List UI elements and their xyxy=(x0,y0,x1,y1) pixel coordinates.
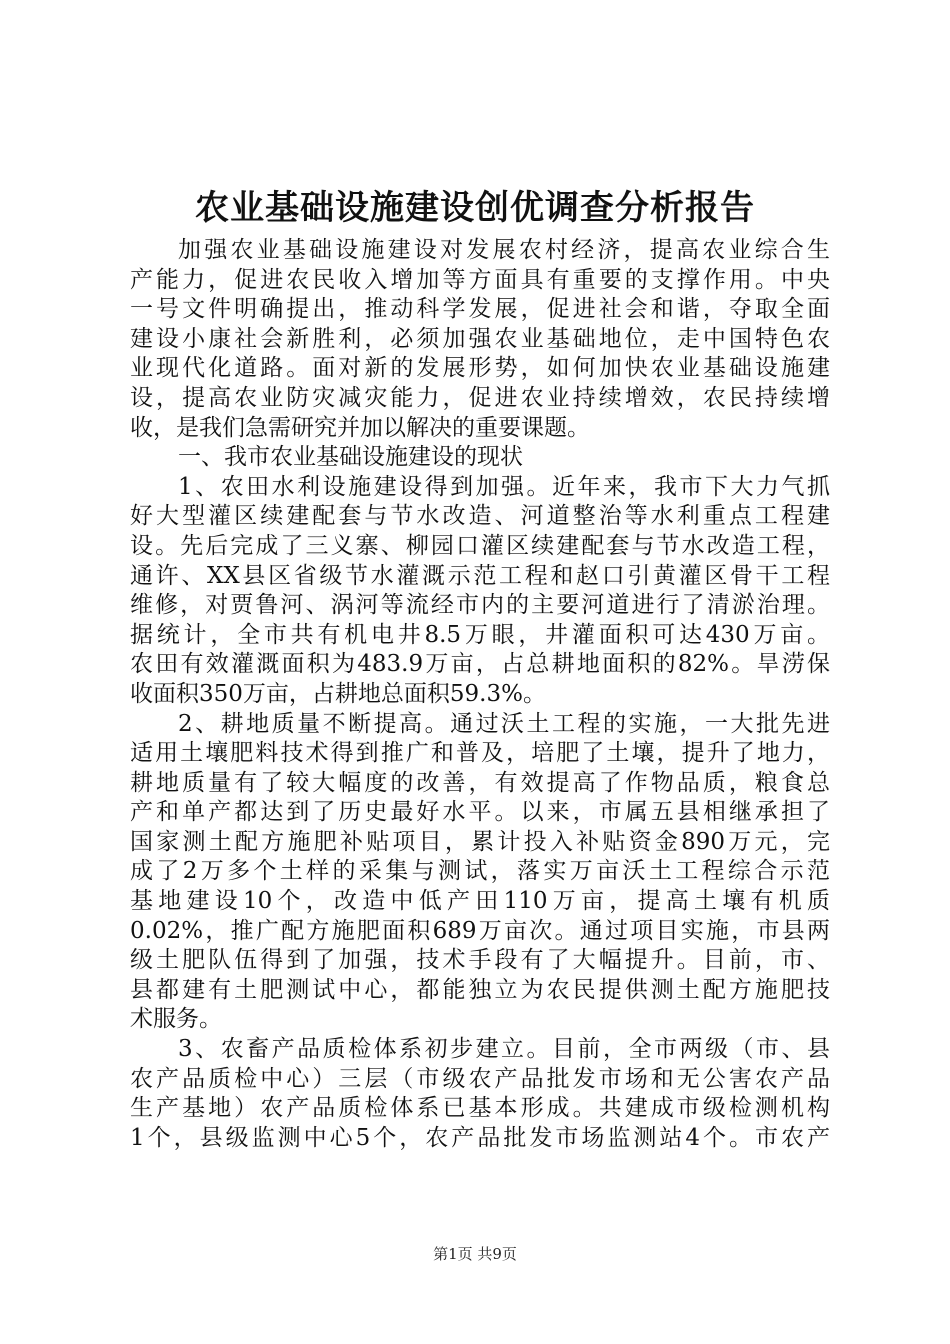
text-line: 耕地质量有了较大幅度的改善，有效提高了作物品质，粮食总 xyxy=(130,769,830,796)
text-line: 2、耕地质量不断提高。通过沃土工程的实施，一大批先进 xyxy=(178,710,830,737)
text-line: 业现代化道路。面对新的发展形势，如何加快农业基础设施建 xyxy=(130,355,830,382)
document-title: 农业基础设施建设创优调查分析报告 xyxy=(195,188,755,228)
text-line: 建设小康社会新胜利，必须加强农业基础地位，走中国特色农 xyxy=(130,325,830,352)
text-line: 收面积350万亩，占耕地总面积59.3%。 xyxy=(130,680,546,707)
text-line: 收，是我们急需研究并加以解决的重要课题。 xyxy=(130,414,590,441)
text-line: 农产品质检中心）三层（市级农产品批发市场和无公害农产品 xyxy=(130,1065,830,1092)
text-line: 1、农田水利设施建设得到加强。近年来，我市下大力气抓 xyxy=(178,473,830,500)
document-body xyxy=(130,236,830,1153)
text-line: 0.02%，推广配方施肥面积689万亩次。通过项目实施，市县两 xyxy=(130,917,830,944)
page-footer: 第1页 共9页 xyxy=(433,1245,517,1263)
text-line: 生产基地）农产品质检体系已基本形成。共建成市级检测机构 xyxy=(130,1095,830,1122)
text-line: 1个，县级监测中心5个，农产品批发市场监测站4个。市农产 xyxy=(130,1124,830,1151)
text-line: 县都建有土肥测试中心，都能独立为农民提供测土配方施肥技 xyxy=(130,976,830,1003)
text-line: 农田有效灌溉面积为483.9万亩，占总耕地面积的82%。旱涝保 xyxy=(130,651,830,678)
text-line: 适用土壤肥料技术得到推广和普及，培肥了土壤，提升了地力， xyxy=(130,740,830,767)
text-line: 维修，对贾鲁河、涡河等流经市内的主要河道进行了清淤治理。 xyxy=(130,592,830,619)
text-line: 一号文件明确提出，推动科学发展，促进社会和谐，夺取全面 xyxy=(130,296,830,323)
text-line: 产和单产都达到了历史最好水平。以来，市属五县相继承担了 xyxy=(130,799,830,826)
text-line: 基地建设10个，改造中低产田110万亩，提高土壤有机质 xyxy=(130,888,830,915)
text-line: 好大型灌区续建配套与节水改造、河道整治等水利重点工程建 xyxy=(130,503,830,530)
text-line: 成了2万多个土样的采集与测试，落实万亩沃土工程综合示范 xyxy=(130,858,830,885)
text-line: 术服务。 xyxy=(130,1006,222,1033)
text-line: 3、农畜产品质检体系初步建立。目前，全市两级（市、县 xyxy=(178,1036,830,1063)
text-line: 设。先后完成了三义寨、柳园口灌区续建配套与节水改造工程， xyxy=(130,532,830,559)
text-line: 通许、XX县区省级节水灌溉示范工程和赵口引黄灌区骨干工程 xyxy=(130,562,830,589)
text-line: 设，提高农业防灾减灾能力，促进农业持续增效，农民持续增 xyxy=(130,384,830,411)
text-line: 国家测土配方施肥补贴项目，累计投入补贴资金890万元，完 xyxy=(130,828,830,855)
text-line: 产能力，促进农民收入增加等方面具有重要的支撑作用。中央 xyxy=(130,266,830,293)
section-heading: 一、我市农业基础设施建设的现状 xyxy=(178,444,523,471)
text-line: 级土肥队伍得到了加强，技术手段有了大幅提升。目前，市、 xyxy=(130,947,830,974)
text-line: 加强农业基础设施建设对发展农村经济，提高农业综合生 xyxy=(178,237,830,263)
text-line: 据统计，全市共有机电井8.5万眼，井灌面积可达430万亩。 xyxy=(130,621,830,648)
